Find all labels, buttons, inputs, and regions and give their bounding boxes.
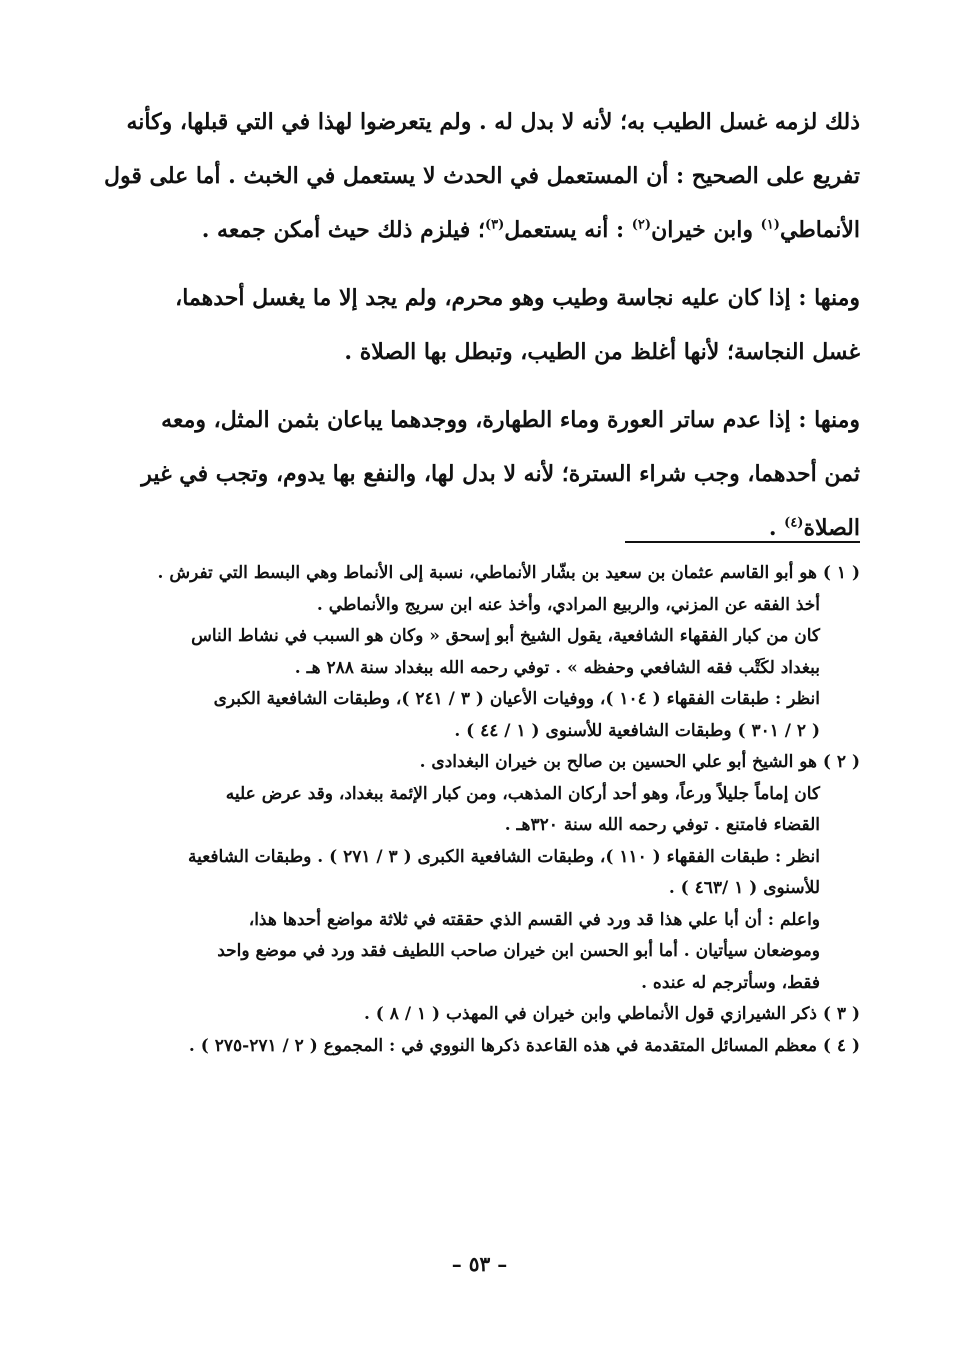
text-line: ذلك لزمه غسل الطيب به؛ لأنه لا بدل له . ولم يتعرضوا لهذا في التي قبلها، وكأنه (126, 109, 860, 135)
text-line: ثمن أحدهما، وجب شراء السترة؛ لأنه لا بدل لها، والنفع بها يدوم، وتجب في غير (141, 461, 860, 487)
text-line: تفريع على الصحيح : أن المستعمل في الحدث لا يستعمل في الخبث . أما على قول (103, 163, 860, 189)
main-text (100, 95, 860, 569)
text-span: ؛ فيلزم ذلك حيث أمكن جمعه . (201, 217, 485, 243)
footnote-ref-2[interactable]: (٢) (631, 217, 652, 233)
text-line (100, 501, 860, 555)
footnote-divider (625, 541, 860, 543)
footnote-line: كان إماماً جليلاً ورعاً، وهو أحد أركان المذهب، ومن كبار الإئمة ببغداد، وقد عرض عليه (225, 783, 820, 804)
page-number: – ٥٣ – (451, 1252, 508, 1276)
footnote-line: كان من كبار الفقهاء الشافعية، يقول الشيخ أبو إسحق « وكان هو السبب في نشاط الناس (191, 626, 820, 646)
footnote-line: فقط، وسأترجم له عنده . (641, 972, 820, 993)
footnote-line: القضاء فامتنع . توفي رحمه الله سنة ٣٢٠هـ . (504, 815, 820, 835)
footnote-ref-4[interactable]: (٤) (784, 515, 804, 531)
text-span: . (768, 515, 785, 541)
footnote-line: أخذ الفقه عن المزني، والربيع المرادي، وأخذ عنه ابن سريج والأنماطي . (316, 594, 820, 615)
footnote-line: وموضعان سيأتيان . أما أبو الحسن ابن خيران صاحب اللطيف فقد ورد في موضع واحد (217, 941, 820, 961)
footnote-line: انظر : طبقات الفقهاء ( ١٠٤ )، ووفيات الأعيان ( ٣ / ٢٤١ )، وطبقات الشافعية الكبرى (213, 689, 820, 709)
footnote-ref-3[interactable]: (٣) (484, 217, 505, 233)
text-span: الأنماطي (779, 217, 860, 243)
footnote-2 (100, 747, 860, 999)
paragraph-3 (100, 393, 860, 555)
paragraph-2 (100, 271, 860, 379)
footnote-line: ( ٤ ) معظم المسائل المتقدمة في هذه القاعدة ذكرها النووي في : المجموع ( ٢ / ٢٧١-٢٧٥ ) . (188, 1035, 860, 1056)
footnote-3 (100, 999, 860, 1031)
text-line: ومنها : إذا عدم ساتر العورة وماء الطهارة، ووجدهما يباعان بثمن المثل، ومعه (161, 407, 860, 433)
text-line (100, 203, 860, 257)
footnote-line: ( ٢ / ٣٠١ ) وطبقات الشافعية للأسنوى ( ١ / ٤٤ ) . (454, 720, 820, 741)
text-line: غسل النجاسة؛ لأنها أغلظ من الطيب، وتبطل بها الصلاة . (344, 339, 860, 365)
footnote-line: ( ١ ) هو أبو القاسم عثمان بن سعيد بن بشّار الأنماطي، نسبة إلى الأنماط وهي البسط التي تفرش . (157, 563, 860, 583)
footnote-4 (100, 1031, 860, 1063)
text-span: وابن خيران (651, 217, 761, 243)
footnote-1 (100, 558, 860, 747)
text-span: : أنه يستعمل (504, 217, 632, 243)
footnote-line: ( ٣ ) ذكر الشيرازي قول الأنماطي وابن خيران في المهذب ( ١ / ٨ ) . (363, 1004, 860, 1024)
text-span: الصلاة (803, 515, 860, 541)
footnote-line: ( ٢ ) هو الشيخ أبو علي الحسين بن صالح بن خيران البغدادى . (419, 752, 860, 772)
footnote-ref-1[interactable]: (١) (760, 217, 780, 233)
paragraph-1 (100, 95, 860, 257)
footnote-line: ببغداد لكَتْب فقه الشافعي وحفظه » . توفي رحمه الله ببغداد سنة ٢٨٨ هـ . (294, 657, 820, 678)
text-line: ومنها : إذا كان عليه نجاسة وطيب وهو محرم، ولم يجد إلا ما يغسل أحدهما، (175, 285, 860, 311)
footnote-line: انظر : طبقات الفقهاء ( ١١٠ )، وطبقات الشافعية الكبرى ( ٣ / ٢٧١ ) . وطبقات الشافعية (187, 846, 820, 867)
footnote-line: واعلم : أن أبا علي هذا قد ورد في القسم الذي حققته في ثلاثة مواضع أحدها هذا، (248, 909, 820, 930)
footnote-line: للأسنوى ( ١ /٤٦٣ ) . (668, 878, 820, 898)
footnotes (100, 558, 860, 1062)
